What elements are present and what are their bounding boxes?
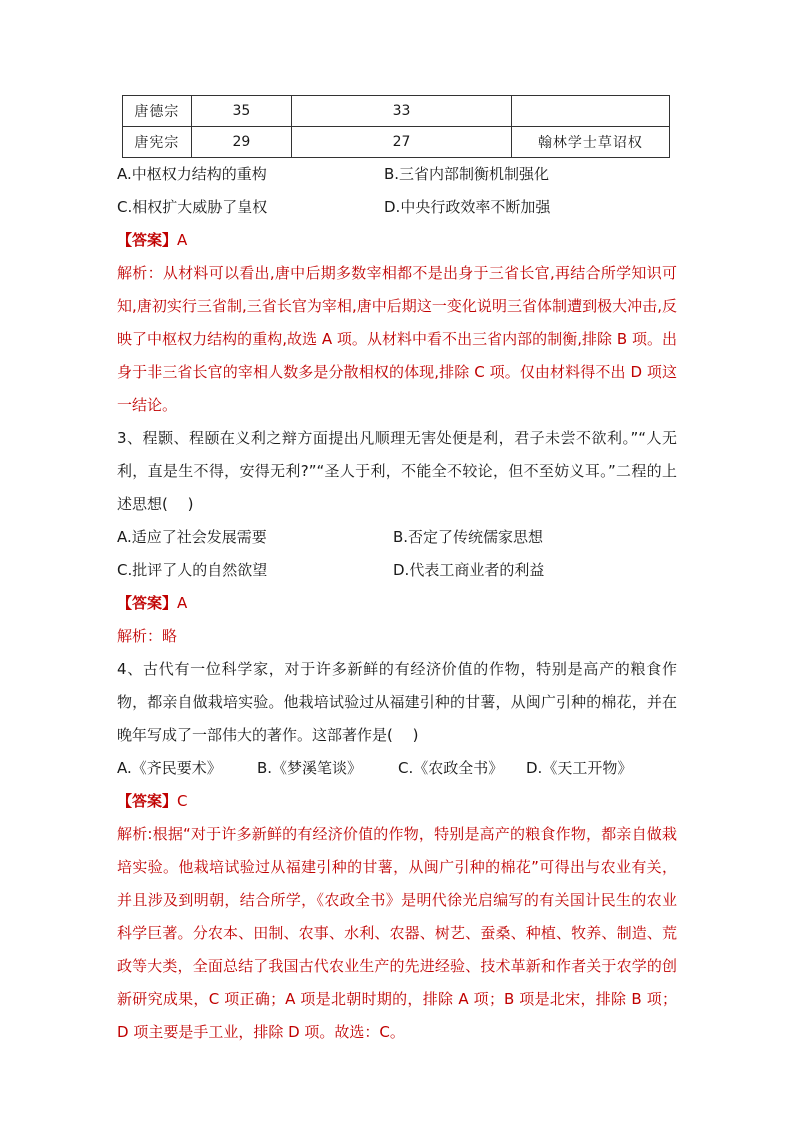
- answer-value: A: [177, 594, 188, 612]
- q2-option-c: C.相权扩大威胁了皇权: [117, 198, 268, 216]
- q3-options-row-2: [117, 554, 677, 587]
- answer-value: A: [177, 231, 188, 249]
- q4-option-d: D.《天工开物》: [526, 759, 633, 777]
- q2-answer: [117, 224, 677, 257]
- answer-label: 【答案】: [117, 792, 178, 810]
- q4-option-c: C.《农政全书》: [398, 759, 504, 777]
- answer-label: 【答案】: [117, 231, 178, 249]
- q3-option-c: C.批评了人的自然欲望: [117, 561, 268, 579]
- q2-option-d: D.中央行政效率不断加强: [384, 198, 551, 216]
- table-cell: 33: [292, 96, 512, 127]
- q4-option-b: B.《梦溪笔谈》: [257, 759, 363, 777]
- q2-option-a: A.中枢权力结构的重构: [117, 165, 267, 183]
- answer-value: C: [177, 792, 188, 810]
- table-cell-emperor: 唐德宗: [123, 96, 192, 127]
- table-cell: 27: [292, 127, 512, 158]
- q3-option-d: D.代表工商业者的利益: [393, 561, 545, 579]
- q4-options-row: [117, 752, 677, 785]
- table-cell: [511, 96, 669, 127]
- table-cell: 29: [191, 127, 291, 158]
- q4-answer: [117, 785, 677, 818]
- q2-options-row-2: [117, 191, 677, 224]
- q4-option-a: A.《齐民要术》: [117, 759, 222, 777]
- chancellor-table: [122, 95, 670, 158]
- document-page: [117, 95, 677, 1049]
- table-cell: 35: [191, 96, 291, 127]
- q2-option-b: B.三省内部制衡机制强化: [384, 165, 550, 183]
- q4-analysis: 解析:根据“对于许多新鲜的有经济价值的作物，特别是高产的粮食作物，都亲自做栽培实验。他栽培试验过从福建引种的甘薯，从闽广引种的棉花”可得出与农业有关，并且涉及到明朝，结合所学，《农政全书》是明代徐光启编写的有关国计民生的农业科学巨著。分农本、田制、农事、水利、农器、树艺、蚕桑、种植、牧养、制造、荒政等大类，全面总结了我国古代农业生产的先进经验、技术革新和作者关于农学的创新研究成果，C 项正确；A 项是北朝时期的，排除 A 项；B 项是北宋，排除 B 项；D 项主要是手工业，排除 D 项。故选：C。: [117, 825, 677, 1041]
- q2-options-row-1: [117, 158, 677, 191]
- q2-analysis: 解析：从材料可以看出,唐中后期多数宰相都不是出身于三省长官,再结合所学知识可知,唐初实行三省制,三省长官为宰相,唐中后期这一变化说明三省体制遭到极大冲击,反映了中枢权力结构的重构,故选 A 项。从材料中看不出三省内部的制衡,排除 B 项。出身于非三省长官的宰相人数多是分散相权的体现,排除 C 项。仅由材料得不出 D 项这一结论。: [117, 264, 677, 414]
- table-row: [123, 96, 670, 127]
- table-cell-emperor: 唐宪宗: [123, 127, 192, 158]
- q3-option-a: A.适应了社会发展需要: [117, 528, 267, 546]
- q3-analysis: 解析：略: [117, 627, 178, 645]
- q3-options-row-1: [117, 521, 677, 554]
- q3-answer: [117, 587, 677, 620]
- table-row: [123, 127, 670, 158]
- answer-label: 【答案】: [117, 594, 178, 612]
- q3-stem: 3、程颢、程颐在义利之辩方面提出凡顺理无害处便是利，君子未尝不欲利。”“人无利，直是生不得，安得无利?”“圣人于利，不能全不较论，但不至妨义耳。”二程的上述思想( ): [117, 429, 677, 513]
- table-cell: 翰林学士草诏权: [511, 127, 669, 158]
- q3-option-b: B.否定了传统儒家思想: [393, 528, 544, 546]
- q4-stem: 4、古代有一位科学家，对于许多新鲜的有经济价值的作物，特别是高产的粮食作物，都亲自做栽培实验。他栽培试验过从福建引种的甘薯，从闽广引种的棉花，并在晚年写成了一部伟大的著作。这部著作是( ): [117, 660, 677, 744]
